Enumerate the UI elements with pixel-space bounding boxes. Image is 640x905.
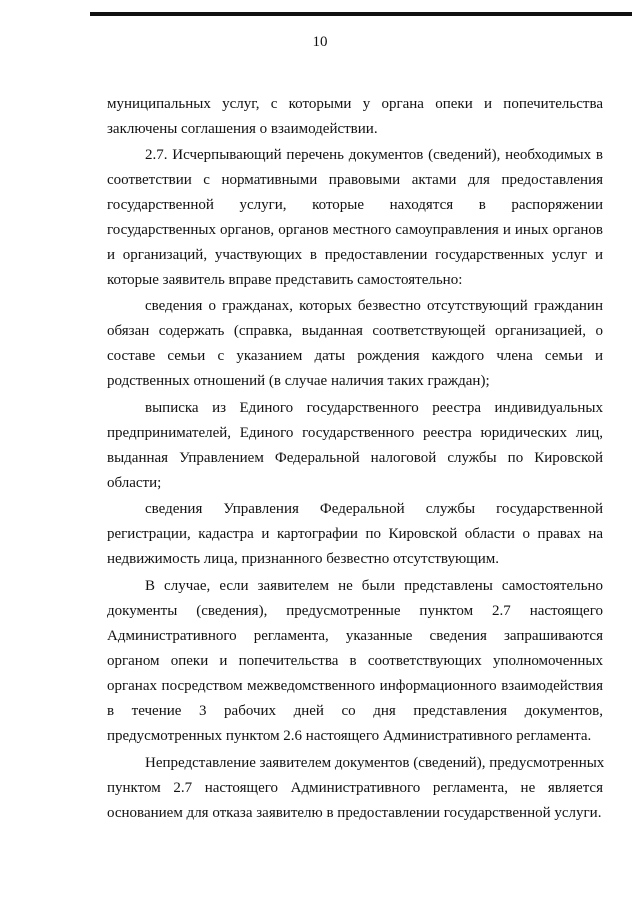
text-line: пунктом 2.7 настоящего Административного регламента, не является bbox=[107, 780, 603, 796]
text-line: органом опеки и попечительства в соответствующих уполномоченных bbox=[107, 653, 603, 669]
text-line: 2.7. Исчерпывающий перечень документов (сведений), необходимых в bbox=[145, 147, 603, 163]
text-line: В случае, если заявителем не были представлены самостоятельно bbox=[145, 578, 603, 594]
text-line: государственной услуги, которые находятся в распоряжении bbox=[107, 197, 603, 213]
text-line: сведения Управления Федеральной службы государственной bbox=[145, 501, 603, 517]
text-line: Административного регламента, указанные сведения запрашиваются bbox=[107, 628, 603, 644]
text-line: сведения о гражданах, которых безвестно отсутствующий гражданин bbox=[145, 298, 603, 314]
text-line: Непредставление заявителем документов (сведений), предусмотренных bbox=[145, 755, 605, 771]
text-line: регистрации, кадастра и картографии по Кировской области о правах на bbox=[107, 526, 603, 542]
text-line: обязан содержать (справка, выданная соответствующей организацией, о bbox=[107, 323, 603, 339]
text-line: области; bbox=[107, 475, 162, 491]
text-line: органах посредством межведомственного информационного взаимодействия bbox=[107, 678, 603, 694]
text-line: муниципальных услуг, с которыми у органа опеки и попечительства bbox=[107, 96, 603, 112]
text-line: предусмотренных пунктом 2.6 настоящего Административного регламента. bbox=[107, 728, 592, 744]
text-line: государственных органов, органов местного самоуправления и иных органов bbox=[107, 222, 603, 238]
text-line: заключены соглашения о взаимодействии. bbox=[107, 121, 378, 137]
text-line: выписка из Единого государственного реестра индивидуальных bbox=[145, 400, 603, 416]
text-line: родственных отношений (в случае наличия таких граждан); bbox=[107, 373, 490, 389]
text-line: недвижимость лица, признанного безвестно отсутствующим. bbox=[107, 551, 499, 567]
top-rule bbox=[90, 12, 632, 16]
text-line: которые заявитель вправе представить самостоятельно: bbox=[107, 272, 463, 288]
text-line: составе семьи с указанием даты рождения каждого члена семьи и bbox=[107, 348, 603, 364]
text-line: соответствии с нормативными правовыми актами для предоставления bbox=[107, 172, 603, 188]
text-line: основанием для отказа заявителю в предоставлении государственной услуги. bbox=[107, 805, 602, 821]
text-line: в течение 3 рабочих дней со дня представления документов, bbox=[107, 703, 603, 719]
text-line: выданная Управлением Федеральной налоговой службы по Кировской bbox=[107, 450, 603, 466]
text-line: предпринимателей, Единого государственного реестра юридических лиц, bbox=[107, 425, 603, 441]
text-line: документы (сведения), предусмотренные пунктом 2.7 настоящего bbox=[107, 603, 603, 619]
page-number: 10 bbox=[312, 34, 328, 50]
text-line: и организаций, участвующих в предоставлении государственных услуг и bbox=[107, 247, 603, 263]
